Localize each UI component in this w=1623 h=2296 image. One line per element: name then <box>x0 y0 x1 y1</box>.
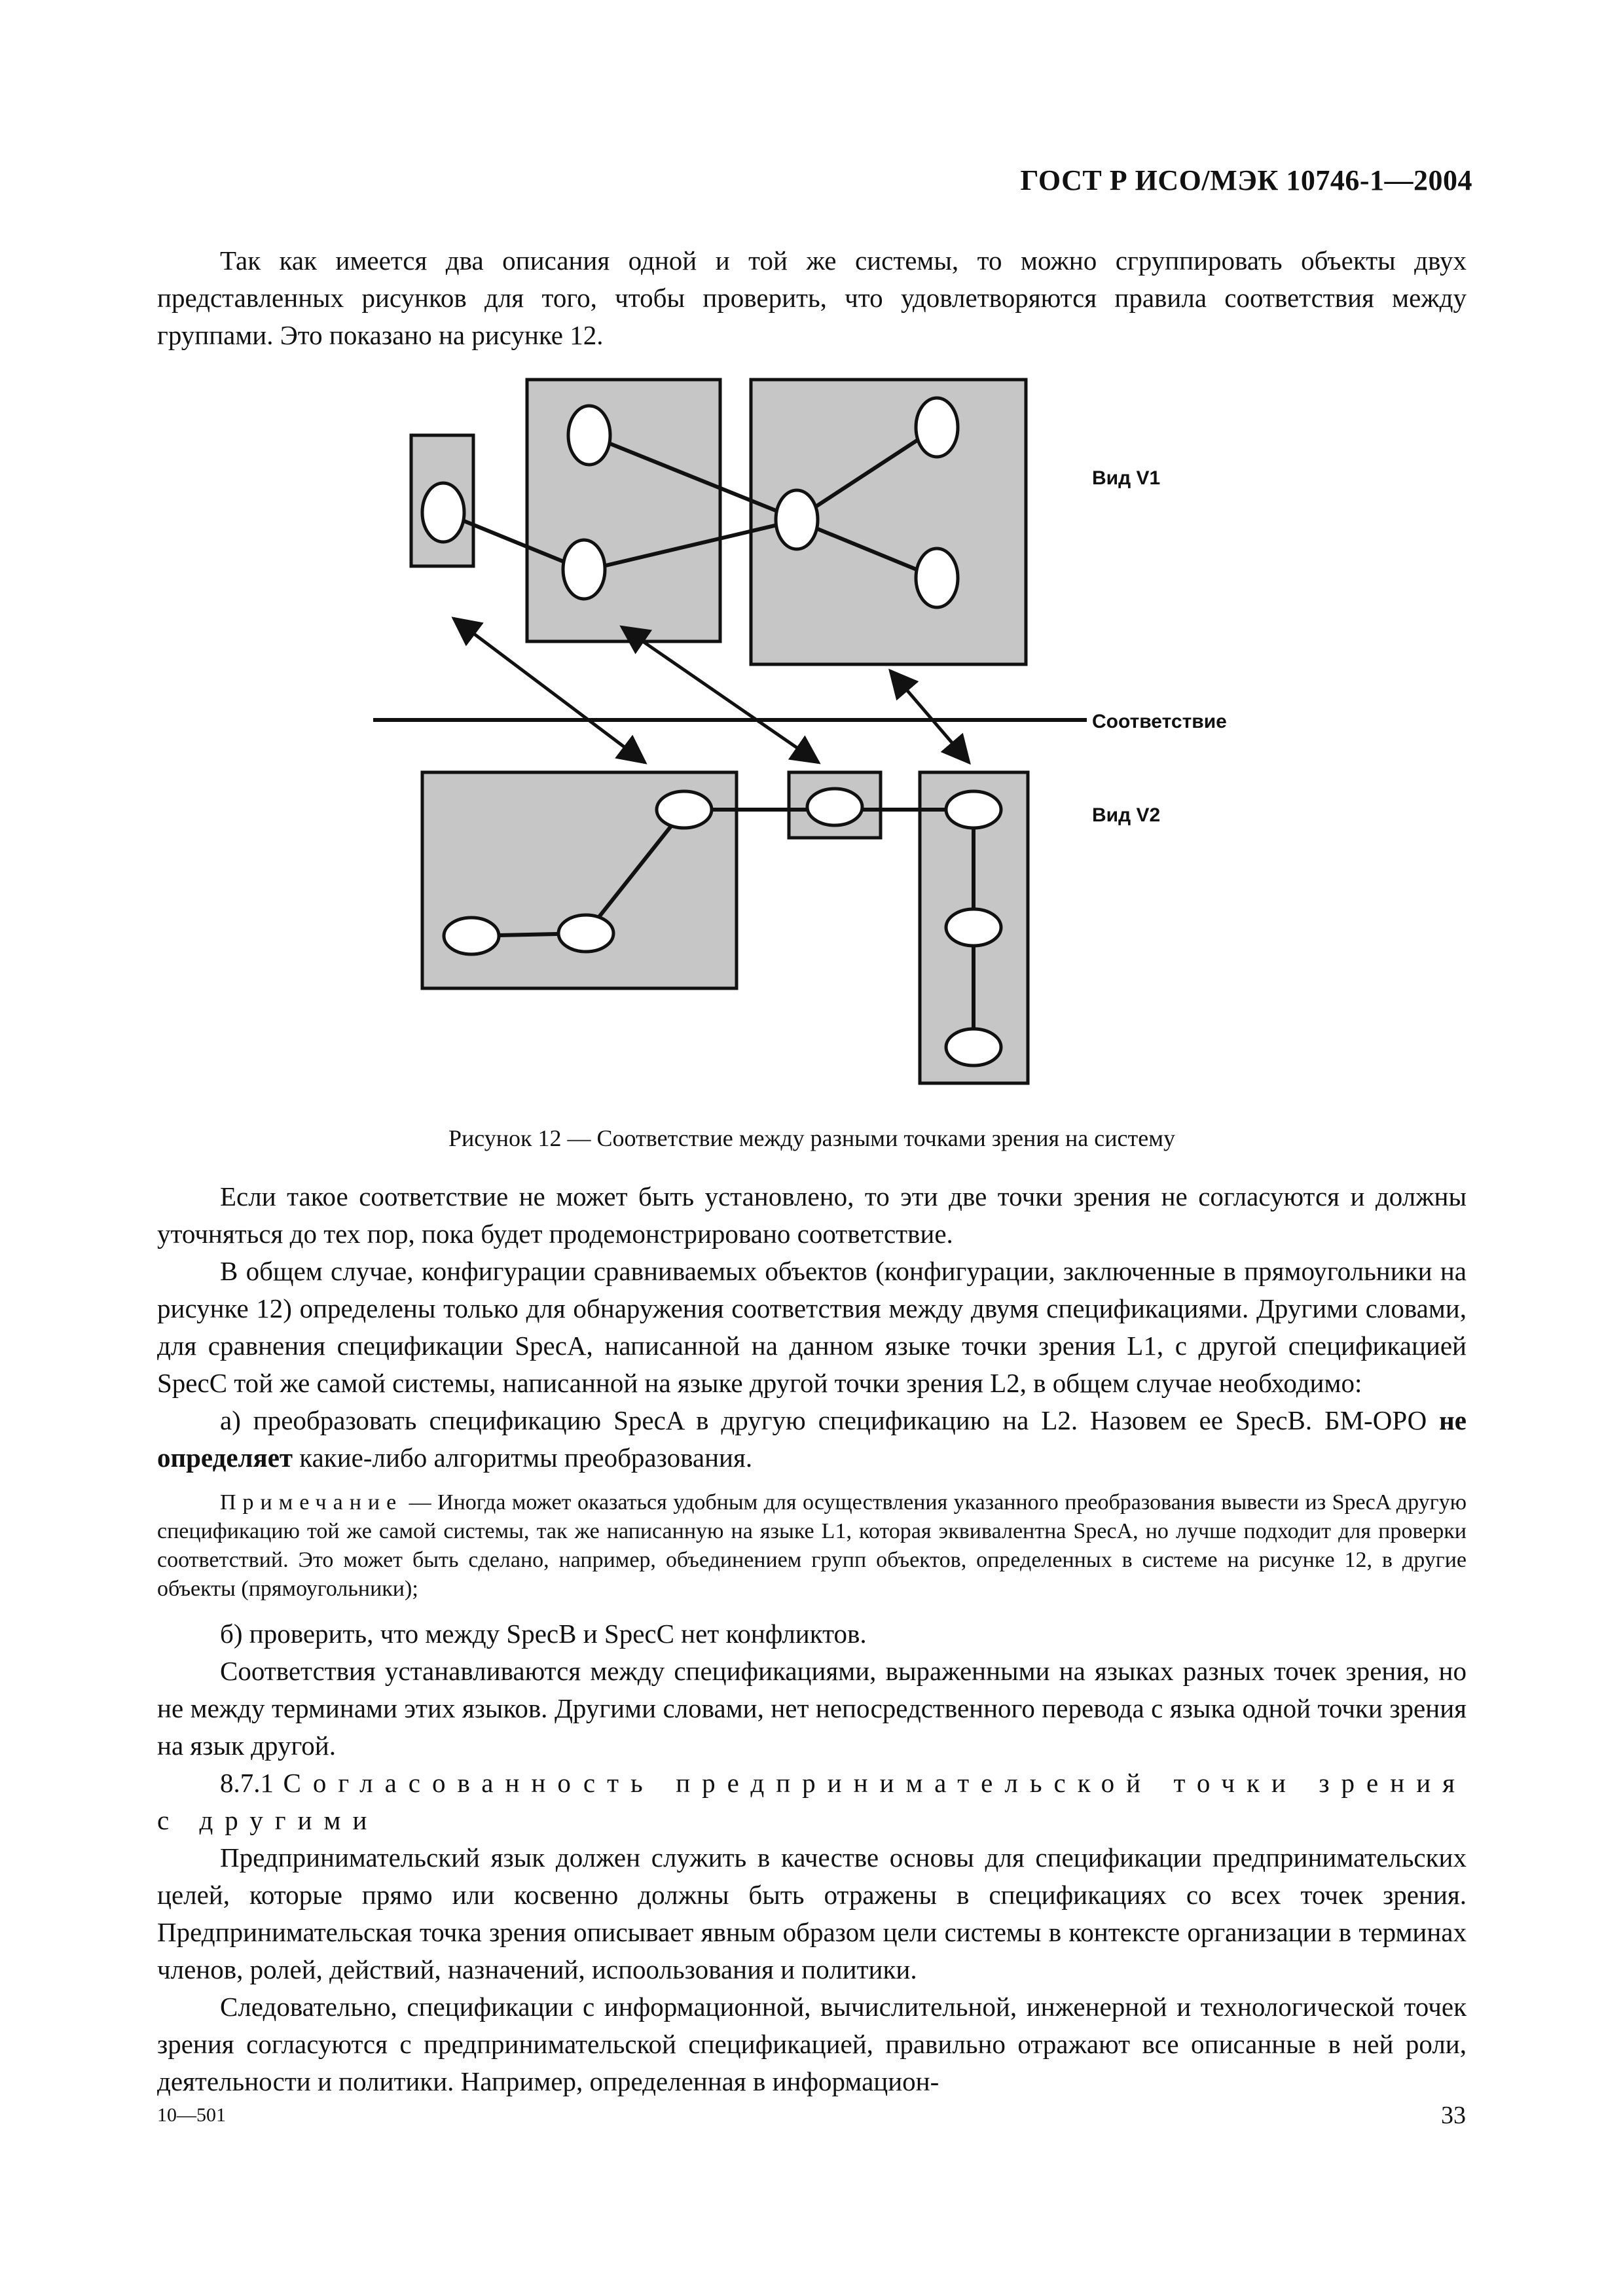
section-number: 8.7.1 <box>220 1768 283 1798</box>
page-number: 33 <box>1441 2102 1466 2129</box>
object-node <box>916 398 958 457</box>
paragraph-transform <box>157 1402 1467 1477</box>
paragraph: Если такое соответствие не может быть установлено, то эти две точки зрения не согласуются и должны уточняться до тех пор, пока будет продемонстрировано соответствие. <box>157 1181 1467 1249</box>
paragraph: Следовательно, спецификации с информационной, вычислительной, инженерной и технологической точек зрения согласуются с предпринимательской спецификацией, правильно отражают все описанные в ней роли, деятельности и политики. Например, определенная в информацион- <box>157 1992 1467 2096</box>
section-title: Согласованность предпринимательской точки зрения с другими <box>157 1768 1467 1835</box>
label-view-v2: Вид V2 <box>1092 804 1161 826</box>
object-node <box>563 540 605 599</box>
label-correspondence: Соответствие <box>1092 711 1227 732</box>
paragraph: б) проверить, что между SpecB и SpecC нет конфликтов. <box>220 1619 867 1649</box>
object-node <box>444 918 499 954</box>
paragraph: Соответствия устанавливаются между спецификациями, выраженными на языках разных точек зрения, но не между терминами этих языков. Другими словами, нет непосредственного перевода с языка одной точки зрения на язык другой. <box>157 1656 1467 1761</box>
footer-code: 10—501 <box>157 2104 226 2126</box>
paragraph: Предпринимательский язык должен служить в качестве основы для спецификации предпринимательских целей, которые прямо или косвенно должны быть отражены в спецификациях со всех точек зрения. Предпринимательская точка зрения описывает явным образом цели системы в контексте организации в терминах членов, ролей, действий, назначений, испоользования и политики. <box>157 1842 1467 1984</box>
correspondence-figure <box>367 367 1283 1113</box>
section-heading <box>157 1765 1467 1839</box>
object-node <box>946 1029 1001 1066</box>
object-node <box>776 490 818 549</box>
object-node <box>568 406 610 465</box>
document-header: ГОСТ Р ИСО/МЭК 10746-1—2004 <box>1020 164 1472 196</box>
figure-caption: Рисунок 12 — Соответствие между разными точками зрения на систему <box>448 1125 1175 1151</box>
note-paragraph <box>157 1488 1467 1604</box>
object-node <box>657 791 712 828</box>
intro-block <box>157 242 1467 354</box>
emphasis-text: не определяет <box>157 1405 1467 1473</box>
intro-paragraph: Так как имеется два описания одной и той же системы, то можно сгруппировать объекты двух представленных рисунков для того, чтобы проверить, что удовлетворяются правила соответствия между группами. Это показано на рисунке 12. <box>157 245 1467 350</box>
note-text: — Иногда может оказаться удобным для осуществления указанного преобразования вывести из SpecA другую спецификацию той же самой системы, так же написанную на языке L1, которая эквивалентна SpecA, но лучше подходит для проверки соответствий. Это может быть сделано, например, объединением групп объектов, определенных в системе на рисунке 12, в другие объекты (прямоугольники); <box>157 1490 1467 1601</box>
object-node <box>946 909 1001 946</box>
object-node <box>916 548 958 607</box>
paragraph-part: какие-либо алгоритмы преобразования. <box>293 1443 753 1473</box>
body-text <box>157 1178 1467 2100</box>
label-view-v1: Вид V1 <box>1092 467 1161 489</box>
object-node <box>558 915 613 952</box>
object-node <box>807 789 862 825</box>
paragraph-part: а) преобразовать спецификацию SpecA в другую спецификацию на L2. Назовем ее SpecB. БМ-ОРО <box>220 1405 1440 1435</box>
paragraph: В общем случае, конфигурации сравниваемых объектов (конфигурации, заключенные в прямоугольники на рисунке 12) определены только для обнаружения соответствия между двумя спецификациями. Другими словами, для сравнения спецификации SpecA, написанной на данном языке точки зрения L1, с другой спецификацией SpecC той же самой системы, написанной на языке другой точки зрения L2, в общем случае необходимо: <box>157 1256 1467 1398</box>
v1-box-middle <box>527 380 720 641</box>
note-label: Примечание <box>220 1490 403 1515</box>
object-node <box>422 483 464 542</box>
object-node <box>946 791 1001 828</box>
